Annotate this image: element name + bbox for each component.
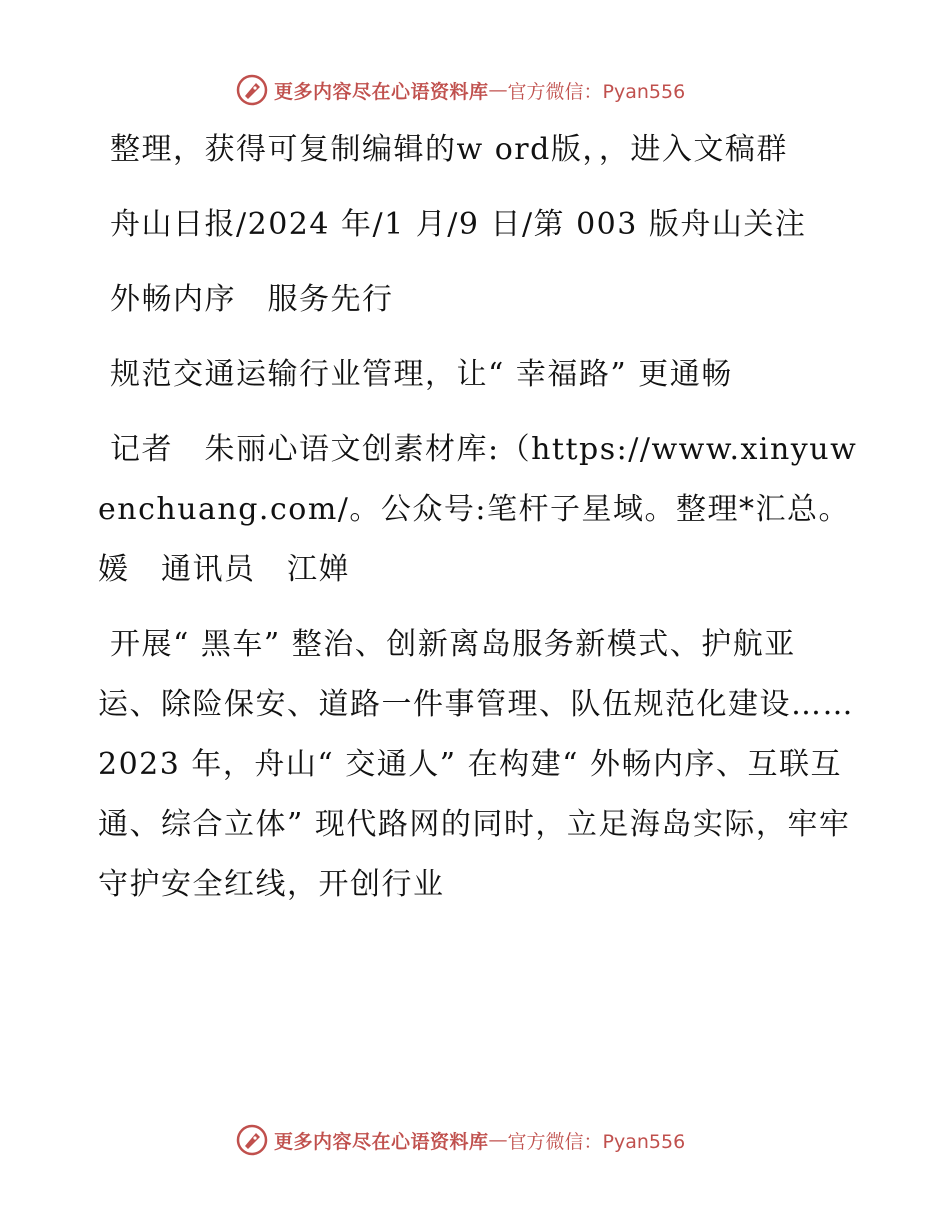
- footer-banner-separator: —: [488, 1129, 508, 1151]
- header-banner-separator: —: [488, 79, 508, 101]
- header-banner: [236, 72, 716, 108]
- paragraph-subheadline: 规范交通运输行业管理，让“ 幸福路” 更通畅: [110, 357, 733, 392]
- paragraph-body: 开展“ 黑车” 整治、创新离岛服务新模式、护航亚运、除险保安、道路一件事管理、队伍规范化建设…… 2023 年，舟山“ 交通人” 在构建“ 外畅内序、互联互通、综合立体” 现代路网的同时，立足海岛实际，牢牢守护安全红线，开创行业: [98, 627, 854, 902]
- footer-banner-text: 更多内容尽在心语资料库: [274, 1130, 489, 1153]
- paragraph-intro: 整理，获得可复制编辑的w ord版，，进入文稿群: [110, 132, 788, 167]
- pen-nib-logo-icon: [236, 1124, 268, 1156]
- footer-banner-contact: 官方微信：Pyan556: [507, 1130, 686, 1153]
- paragraph-source: 舟山日报/2024 年/1 月/9 日/第 003 版舟山关注: [110, 207, 807, 242]
- header-banner-contact: 官方微信：Pyan556: [507, 80, 686, 103]
- pen-nib-logo-icon: [236, 74, 268, 106]
- document-body: [98, 120, 858, 930]
- paragraph-headline: 外畅内序 服务先行: [110, 282, 394, 317]
- footer-banner: [236, 1122, 716, 1158]
- paragraph-byline: 记者 朱丽心语文创素材库:（https://www.xinyuwenchuang.com/。公众号:笔杆子星域。整理*汇总。媛 通讯员 江婵: [98, 432, 858, 587]
- header-banner-text: 更多内容尽在心语资料库: [274, 80, 489, 103]
